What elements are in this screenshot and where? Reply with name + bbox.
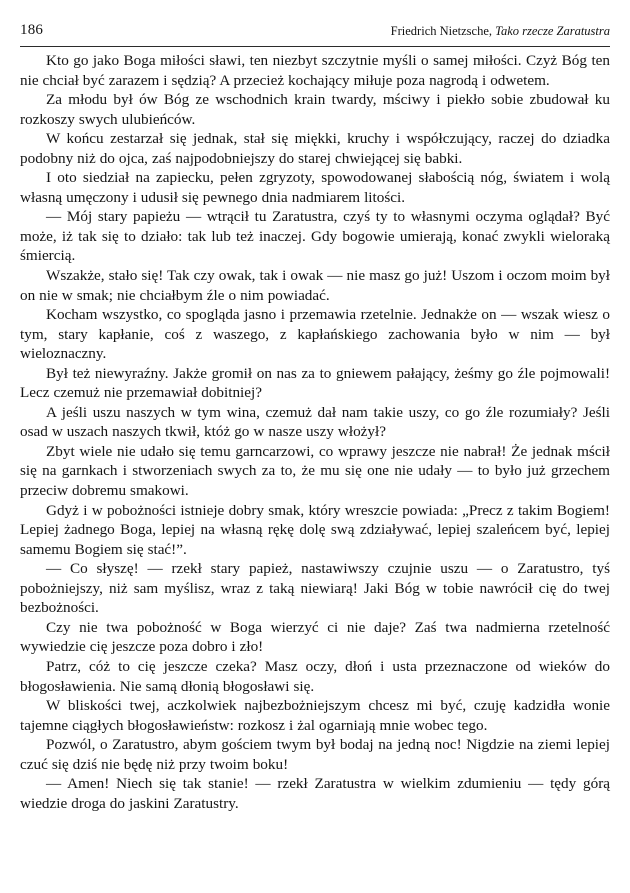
paragraph: Czy nie twa pobożność w Boga wierzyć ci nie daje? Zaś twa nadmierna rzetelność wywiedzie cię jeszcze poza dobro i zło! (20, 618, 610, 656)
running-title (391, 24, 610, 39)
paragraph: Patrz, cóż to cię jeszcze czeka? Masz oczy, dłoń i usta przeznaczone od wieków do błogosławienia. Nie samą dłonią błogosławi się. (20, 657, 610, 695)
author-name: Friedrich Nietzsche, (390, 24, 493, 38)
paragraph: I oto siedział na zapiecku, pełen zgryzoty, spowodowanej słabością nóg, światem i wolą własną umęczony i udusił się pewnego dnia nadmiarem litości. (20, 169, 610, 206)
paragraph: Wszakże, stało się! Tak czy owak, tak i owak — nie masz go już! Uszom i oczom moim był on nie w smak; nie chciałbym źle o nim powiadać. (20, 267, 610, 304)
paragraph: W bliskości twej, aczkolwiek najbezbożniejszym chcesz mi być, czuję kadzidła wonie tajemne ciągłych błogosławieństw: rozkosz i żal ogarniają mnie wobec tego. (20, 697, 610, 734)
paragraph: Kocham wszystko, co spogląda jasno i przemawia rzetelnie. Jednakże on — wszak wiesz o tym, stary kapłanie, coś z waszego, z kapłańskiego zachowania było w nim — był wieloznaczny. (20, 306, 610, 363)
text-body (20, 51, 610, 813)
paragraph: — Mój stary papieżu — wtrącił tu Zaratustra, czyś ty to własnymi oczyma oglądał? Być może, iż tak się to działo: tak lub też inaczej. Gdy bogowie umierają, konać zwykli wieloraką śmiercią. (20, 208, 610, 265)
paragraph: Kto go jako Boga miłości sławi, ten niezbyt szczytnie myśli o samej miłości. Czyż Bóg ten nie chciał być zarazem i sędzią? A przecież kochający miłuje poza nagrodą i odwetem. (20, 52, 610, 89)
paragraph: — Co słyszę! — rzekł stary papież, nastawiwszy czujnie uszu — o Zaratustro, tyś pobożniejszy, niż sam myślisz, wraz z taką niewiarą! Jaki Bóg w tobie nawrócił cię do twej bezbożności. (20, 560, 610, 617)
paragraph: Gdyż i w pobożności istnieje dobry smak, który wreszcie powiada: „Precz z takim Bogiem! Lepiej żadnego Boga, lepiej na własną rękę dolę swą zdziaływać, lepiej szaleńcem być, lepiej samemu Bogiem się stać!”. (20, 501, 610, 558)
running-header (20, 22, 610, 47)
book-title: Tako rzecze Zaratustra (495, 24, 610, 38)
paragraph: — Amen! Niech się tak stanie! — rzekł Zaratustra w wielkim zdumieniu — tędy górą wiedzie droga do jaskini Zaratustry. (20, 775, 610, 812)
paragraph: Zbyt wiele nie udało się temu garncarzowi, co wprawy jeszcze nie nabrał! Że jednak mścił się na garnkach i stworzeniach swych za to, że mu się one nie udały — to było już grzechem przeciw dobremu smakowi. (20, 442, 610, 500)
paragraph: W końcu zestarzał się jednak, stał się miękki, kruchy i współczujący, raczej do dziadka podobny niż do ojca, zaś najpodobniejszy do starej chwiejącej się babki. (20, 130, 610, 167)
page-number: 186 (20, 22, 44, 38)
paragraph: Za młodu był ów Bóg ze wschodnich krain twardy, mściwy i piekło sobie zbudował ku rozkoszy swych ulubieńców. (20, 91, 610, 128)
paragraph: Pozwól, o Zaratustro, abym gościem twym był bodaj na jedną noc! Nigdzie na ziemi lepiej czuć się dziś nie będę niż przy twoim boku! (20, 736, 610, 773)
paragraph: Był też niewyraźny. Jakże gromił on nas za to gniewem pałający, żeśmy go źle pojmowali! Lecz czemuż nie przemawiał dobitniej? (20, 364, 610, 402)
paragraph: A jeśli uszu naszych w tym wina, czemuż dał nam takie uszy, co go źle rozumiały? Jeśli osad w uszach naszych tkwił, któż go w nasze uszy włożył? (20, 403, 610, 441)
